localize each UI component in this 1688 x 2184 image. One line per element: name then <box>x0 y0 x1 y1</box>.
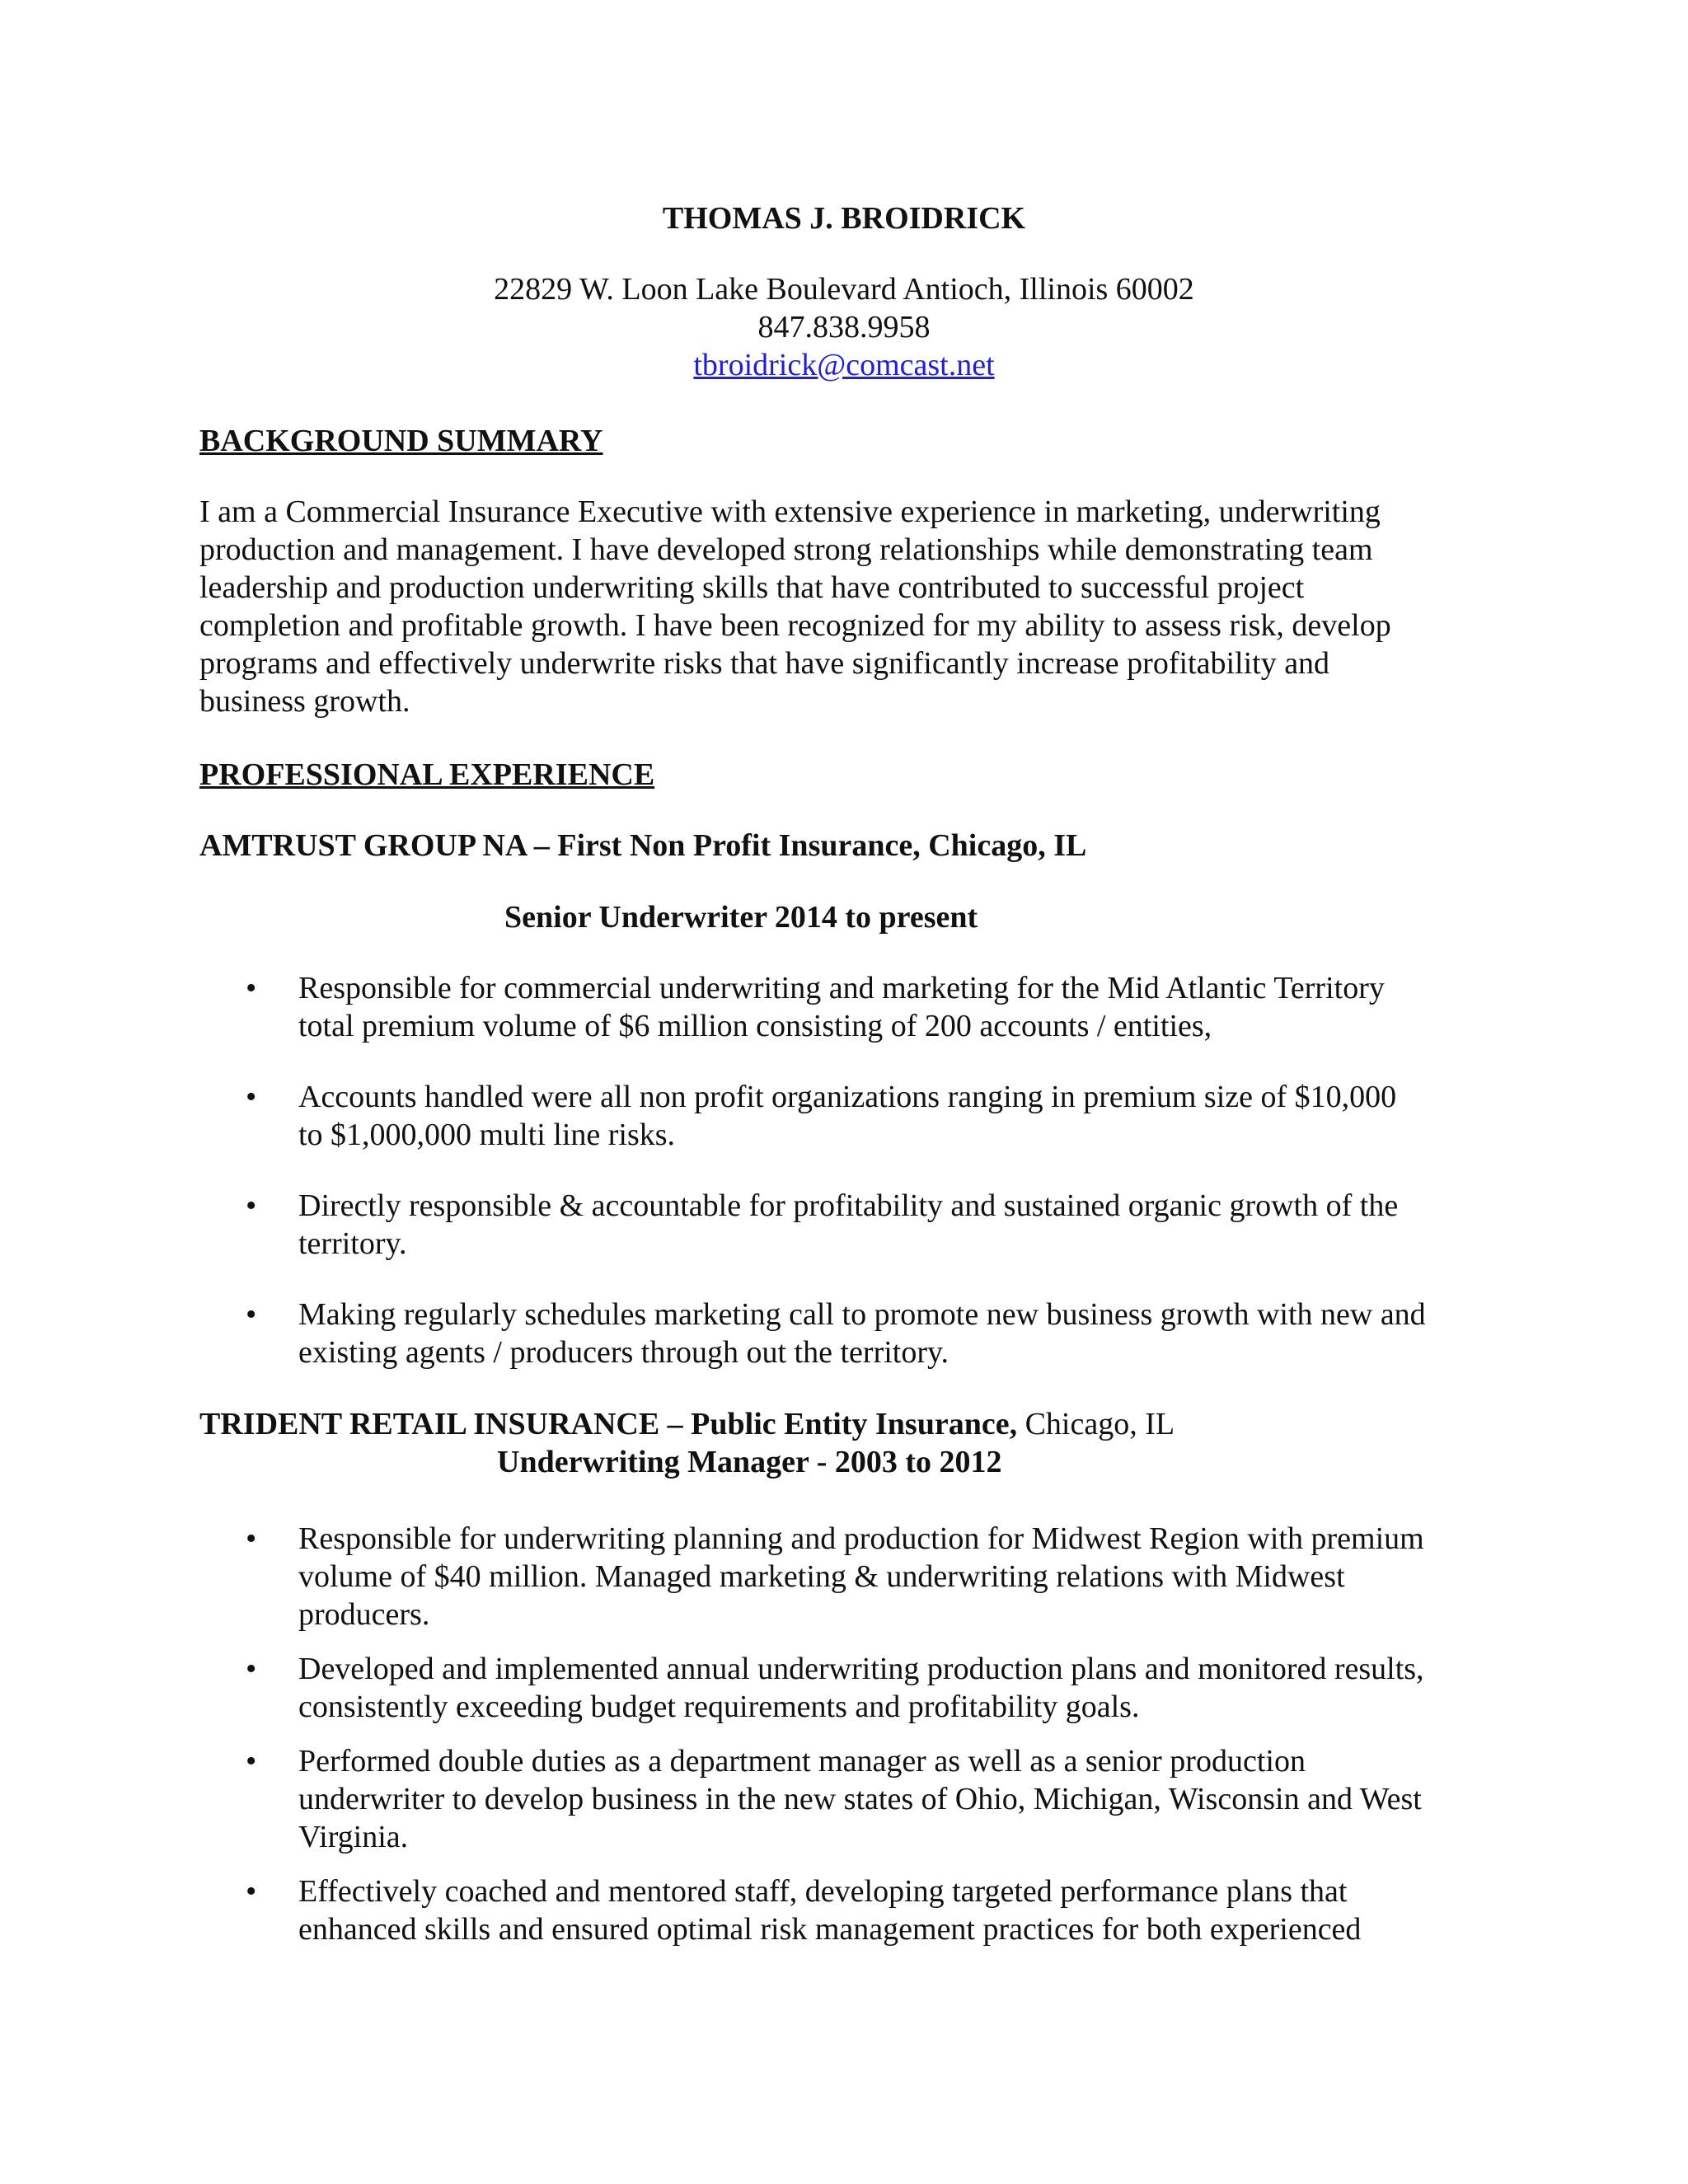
job-role: Underwriting Manager - 2003 to 2012 <box>497 1445 1002 1479</box>
bullet-line: Performed double duties as a department manager as well as a senior production <box>298 1744 1306 1779</box>
summary-line: production and management. I have developed strong relationships while demonstrating team <box>199 532 1373 567</box>
summary-line: programs and effectively underwrite risks that have significantly increase profitability and <box>199 646 1330 681</box>
bullet-line: producers. <box>298 1597 430 1632</box>
job-company: AMTRUST GROUP NA – First Non Profit Insurance, Chicago, IL <box>199 828 1087 863</box>
candidate-name: THOMAS J. BROIDRICK <box>662 201 1026 236</box>
bullet-line: underwriter to develop business in the new states of Ohio, Michigan, Wisconsin and West <box>298 1782 1422 1816</box>
bullet-icon: • <box>246 1874 257 1909</box>
bullet-line: Responsible for underwriting planning and production for Midwest Region with premium <box>298 1521 1424 1556</box>
summary-line: completion and profitable growth. I have been recognized for my ability to assess risk, develop <box>199 608 1391 643</box>
bullet-icon: • <box>246 1744 257 1779</box>
bullet-line: existing agents / producers through out the territory. <box>298 1335 950 1370</box>
job-role: Senior Underwriter 2014 to present <box>504 900 978 935</box>
bullet-line: total premium volume of $6 million consisting of 200 accounts / entities, <box>298 1009 1212 1043</box>
phone-line: 847.838.9958 <box>757 310 931 344</box>
job-company <box>199 1405 1175 1443</box>
background-summary-text <box>199 493 1518 720</box>
bullet-icon: • <box>246 1652 257 1686</box>
address-line: 22829 W. Loon Lake Boulevard Antioch, Illinois 60002 <box>494 272 1194 307</box>
summary-line: leadership and production underwriting skills that have contributed to successful project <box>199 570 1305 605</box>
bullet-line: enhanced skills and ensured optimal risk management practices for both experienced <box>298 1912 1362 1947</box>
bullet-line: Responsible for commercial underwriting and marketing for the Mid Atlantic Territory <box>298 971 1385 1005</box>
job-company-name: TRIDENT RETAIL INSURANCE – Public Entity Insurance, <box>199 1407 1018 1441</box>
professional-experience-heading: PROFESSIONAL EXPERIENCE <box>199 757 655 792</box>
bullet-line: Developed and implemented annual underwriting production plans and monitored results, <box>298 1652 1424 1686</box>
bullet-icon: • <box>246 1080 257 1114</box>
email-link[interactable]: tbroidrick@comcast.net <box>693 348 995 382</box>
summary-line: business growth. <box>199 684 410 719</box>
bullet-line: Accounts handled were all non profit organizations ranging in premium size of $10,000 <box>298 1080 1397 1114</box>
job-company-location: Chicago, IL <box>1017 1407 1175 1441</box>
bullet-line: Making regularly schedules marketing call to promote new business growth with new and <box>298 1297 1426 1332</box>
bullet-line: Directly responsible & accountable for profitability and sustained organic growth of the <box>298 1188 1399 1223</box>
background-summary-heading: BACKGROUND SUMMARY <box>199 424 603 458</box>
bullet-line: to $1,000,000 multi line risks. <box>298 1118 676 1152</box>
bullet-line: consistently exceeding budget requirements and profitability goals. <box>298 1690 1140 1724</box>
summary-line: I am a Commercial Insurance Executive with extensive experience in marketing, underwriting <box>199 494 1381 529</box>
bullet-line: territory. <box>298 1226 407 1261</box>
bullet-line: volume of $40 million. Managed marketing & underwriting relations with Midwest <box>298 1559 1345 1594</box>
bullet-icon: • <box>246 1188 257 1223</box>
bullet-icon: • <box>246 1297 257 1332</box>
bullet-line: Effectively coached and mentored staff, developing targeted performance plans that <box>298 1874 1348 1909</box>
bullet-line: Virginia. <box>298 1820 409 1854</box>
contact-block <box>0 270 1688 384</box>
bullet-icon: • <box>246 971 257 1005</box>
bullet-icon: • <box>246 1521 257 1556</box>
